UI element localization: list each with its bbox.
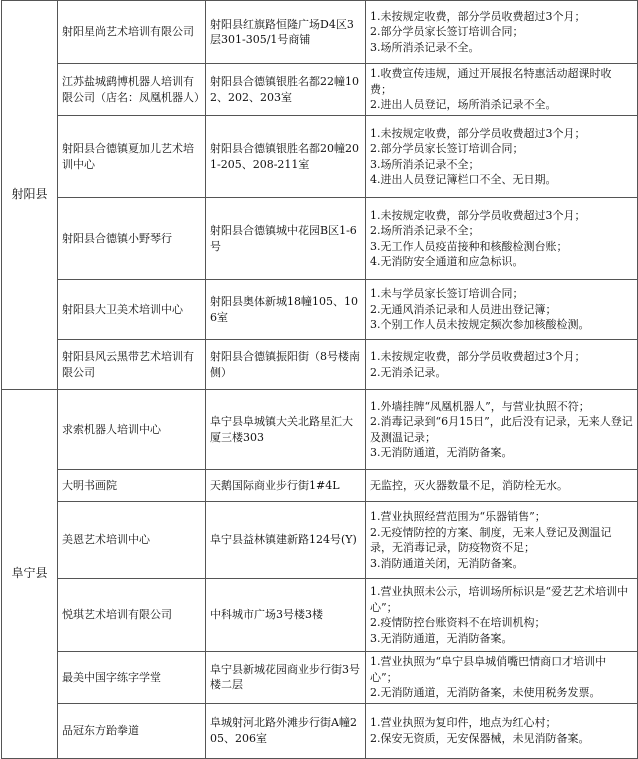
address-cell: 射阳县红旗路恒隆广场D4区3层301-305/1号商铺 [206, 1, 366, 64]
issue-item: 4.进出人员登记簿栏口不全、无日期。 [370, 173, 557, 186]
org-name-cell: 大明书画院 [58, 470, 206, 502]
issue-item: 1.未与学员家长签订培训合同； [370, 287, 524, 301]
issue-item: 1.未按规定收费，部分学员收费超过3个月； [370, 9, 586, 23]
issue-item: 3.场所消杀记录不全； [370, 157, 480, 171]
table-row [2, 703, 638, 758]
issue-item: 1.收费宣传违规，通过开展报名特惠活动超课时收费； [370, 67, 612, 96]
table-row [2, 64, 638, 116]
issues-cell [366, 470, 638, 502]
table-row [2, 652, 638, 704]
address-cell: 射阳县合德镇银胜名都22幢102、202、203室 [206, 64, 366, 116]
issues-cell [366, 390, 638, 470]
address-cell: 天鹅国际商业步行街1#4L [206, 470, 366, 502]
address-cell: 射阳县合德镇城中花园B区1-6号 [206, 198, 366, 280]
address-cell: 阜宁县益林镇建新路124号(Y) [206, 502, 366, 579]
issue-item: 3.无工作人员疫苗接种和核酸检测台账； [370, 239, 568, 253]
org-name-cell: 美恩艺术培训中心 [58, 502, 206, 579]
issue-item: 3.消防通道关闭，无消防备案。 [370, 556, 524, 570]
org-name-cell: 最美中国字练字学堂 [58, 652, 206, 704]
county-cell: 射阳县 [2, 1, 58, 390]
issues-cell [366, 198, 638, 280]
address-cell: 阜宁县新城花园商业步行街3号楼二层 [206, 652, 366, 704]
issue-item: 3.个别工作人员未按规定频次参加核酸检测。 [370, 318, 590, 332]
org-name-cell: 求索机器人培训中心 [58, 390, 206, 470]
issue-item: 2.部分学员家长签订培训合同； [370, 25, 524, 39]
issue-item: 1.营业执照经营范围为“乐器销售”； [370, 510, 546, 523]
issues-cell [366, 652, 638, 704]
table-row [2, 390, 638, 470]
table-row [2, 1, 638, 64]
issue-item: 1.未按规定收费，部分学员收费超过3个月； [370, 126, 586, 140]
table-row [2, 280, 638, 340]
issue-item: 3.无消防通道，无消防备案。 [370, 446, 513, 459]
issues-cell [366, 280, 638, 340]
issue-item: 1.营业执照未公示，培训场所标识是“爱艺艺术培训中心”； [370, 585, 629, 614]
table-row [2, 116, 638, 198]
table-row [2, 198, 638, 280]
org-name-cell: 射阳县风云黑带艺术培训有限公司 [58, 340, 206, 390]
org-name-cell: 射阳星尚艺术培训有限公司 [58, 1, 206, 64]
issue-item: 2.疫情防控台账资料不在培训机构； [370, 616, 546, 629]
table-body [2, 1, 638, 759]
issue-item: 3.场所消杀记录不全。 [370, 40, 480, 54]
inspection-table [1, 0, 638, 759]
issues-cell [366, 64, 638, 116]
issue-item: 4.无消防安全通道和应急标识。 [370, 255, 524, 268]
table-row [2, 579, 638, 652]
issue-item: 2.无消防通道，无消防备案，未使用税务发票。 [370, 686, 601, 699]
issues-cell [366, 703, 638, 758]
issues-cell [366, 1, 638, 64]
org-name-cell: 射阳县合德镇小野琴行 [58, 198, 206, 280]
org-name-cell: 射阳县大卫美术培训中心 [58, 280, 206, 340]
issue-item: 3.无消防通道，无消防备案。 [370, 631, 513, 645]
issue-item: 2.消毒记录到“6月15日”，此后没有记录，无来人登记及测温记录； [370, 415, 633, 444]
issue-item: 1.外墙挂牌“凤凰机器人”，与营业执照不符； [370, 399, 590, 413]
org-name-cell: 射阳县合德镇夏加儿艺术培训中心 [58, 116, 206, 198]
county-cell: 阜宁县 [2, 390, 58, 759]
address-cell: 射阳县合德镇振阳街（8号楼南侧） [206, 340, 366, 390]
issue-item: 2.无疫情防控的方案、制度，无来人登记及测温记录，无消毒记录，防疫物资不足； [370, 525, 612, 554]
issue-item: 2.进出人员登记，场所消杀记录不全。 [370, 98, 557, 112]
issue-item: 2.场所消杀记录不全； [370, 224, 480, 237]
org-name-cell: 品冠东方跆拳道 [58, 703, 206, 758]
address-cell: 阜宁县阜城镇大关北路星汇大厦三楼303 [206, 390, 366, 470]
issue-item: 2.无通风消杀记录和人员进出登记簿； [370, 302, 557, 316]
issues-cell [366, 579, 638, 652]
issue-item: 2.保安无资质，无安保器械，未见消防备案。 [370, 731, 590, 745]
address-cell: 中科城市广场3号楼3楼 [206, 579, 366, 652]
issue-item: 无监控，灭火器数量不足，消防栓无水。 [370, 478, 568, 492]
issue-item: 1.营业执照为复印件，地点为红心村； [370, 716, 557, 729]
issue-item: 2.部分学员家长签订培训合同； [370, 142, 524, 155]
org-name-cell: 江苏盐城鹞博机器人培训有限公司（店名：凤凰机器人） [58, 64, 206, 116]
issue-item: 1.营业执照为“阜宁县阜城俏嘴巴情商口才培训中心”； [370, 655, 607, 684]
issue-item: 2.无消杀记录。 [370, 365, 447, 379]
issue-item: 1.未按规定收费，部分学员收费超过3个月； [370, 350, 586, 363]
table-row [2, 340, 638, 390]
address-cell: 阜城射河北路外滩步行街A幢205、206室 [206, 703, 366, 758]
address-cell: 射阳县奥体新城18幢105、106室 [206, 280, 366, 340]
table-row [2, 470, 638, 502]
issue-item: 1.未按规定收费，部分学员收费超过3个月； [370, 208, 586, 222]
issues-cell [366, 502, 638, 579]
org-name-cell: 悦琪艺术培训有限公司 [58, 579, 206, 652]
issues-cell [366, 116, 638, 198]
address-cell: 射阳县合德镇银胜名都20幢201-205、208-211室 [206, 116, 366, 198]
table-row [2, 502, 638, 579]
issues-cell [366, 340, 638, 390]
